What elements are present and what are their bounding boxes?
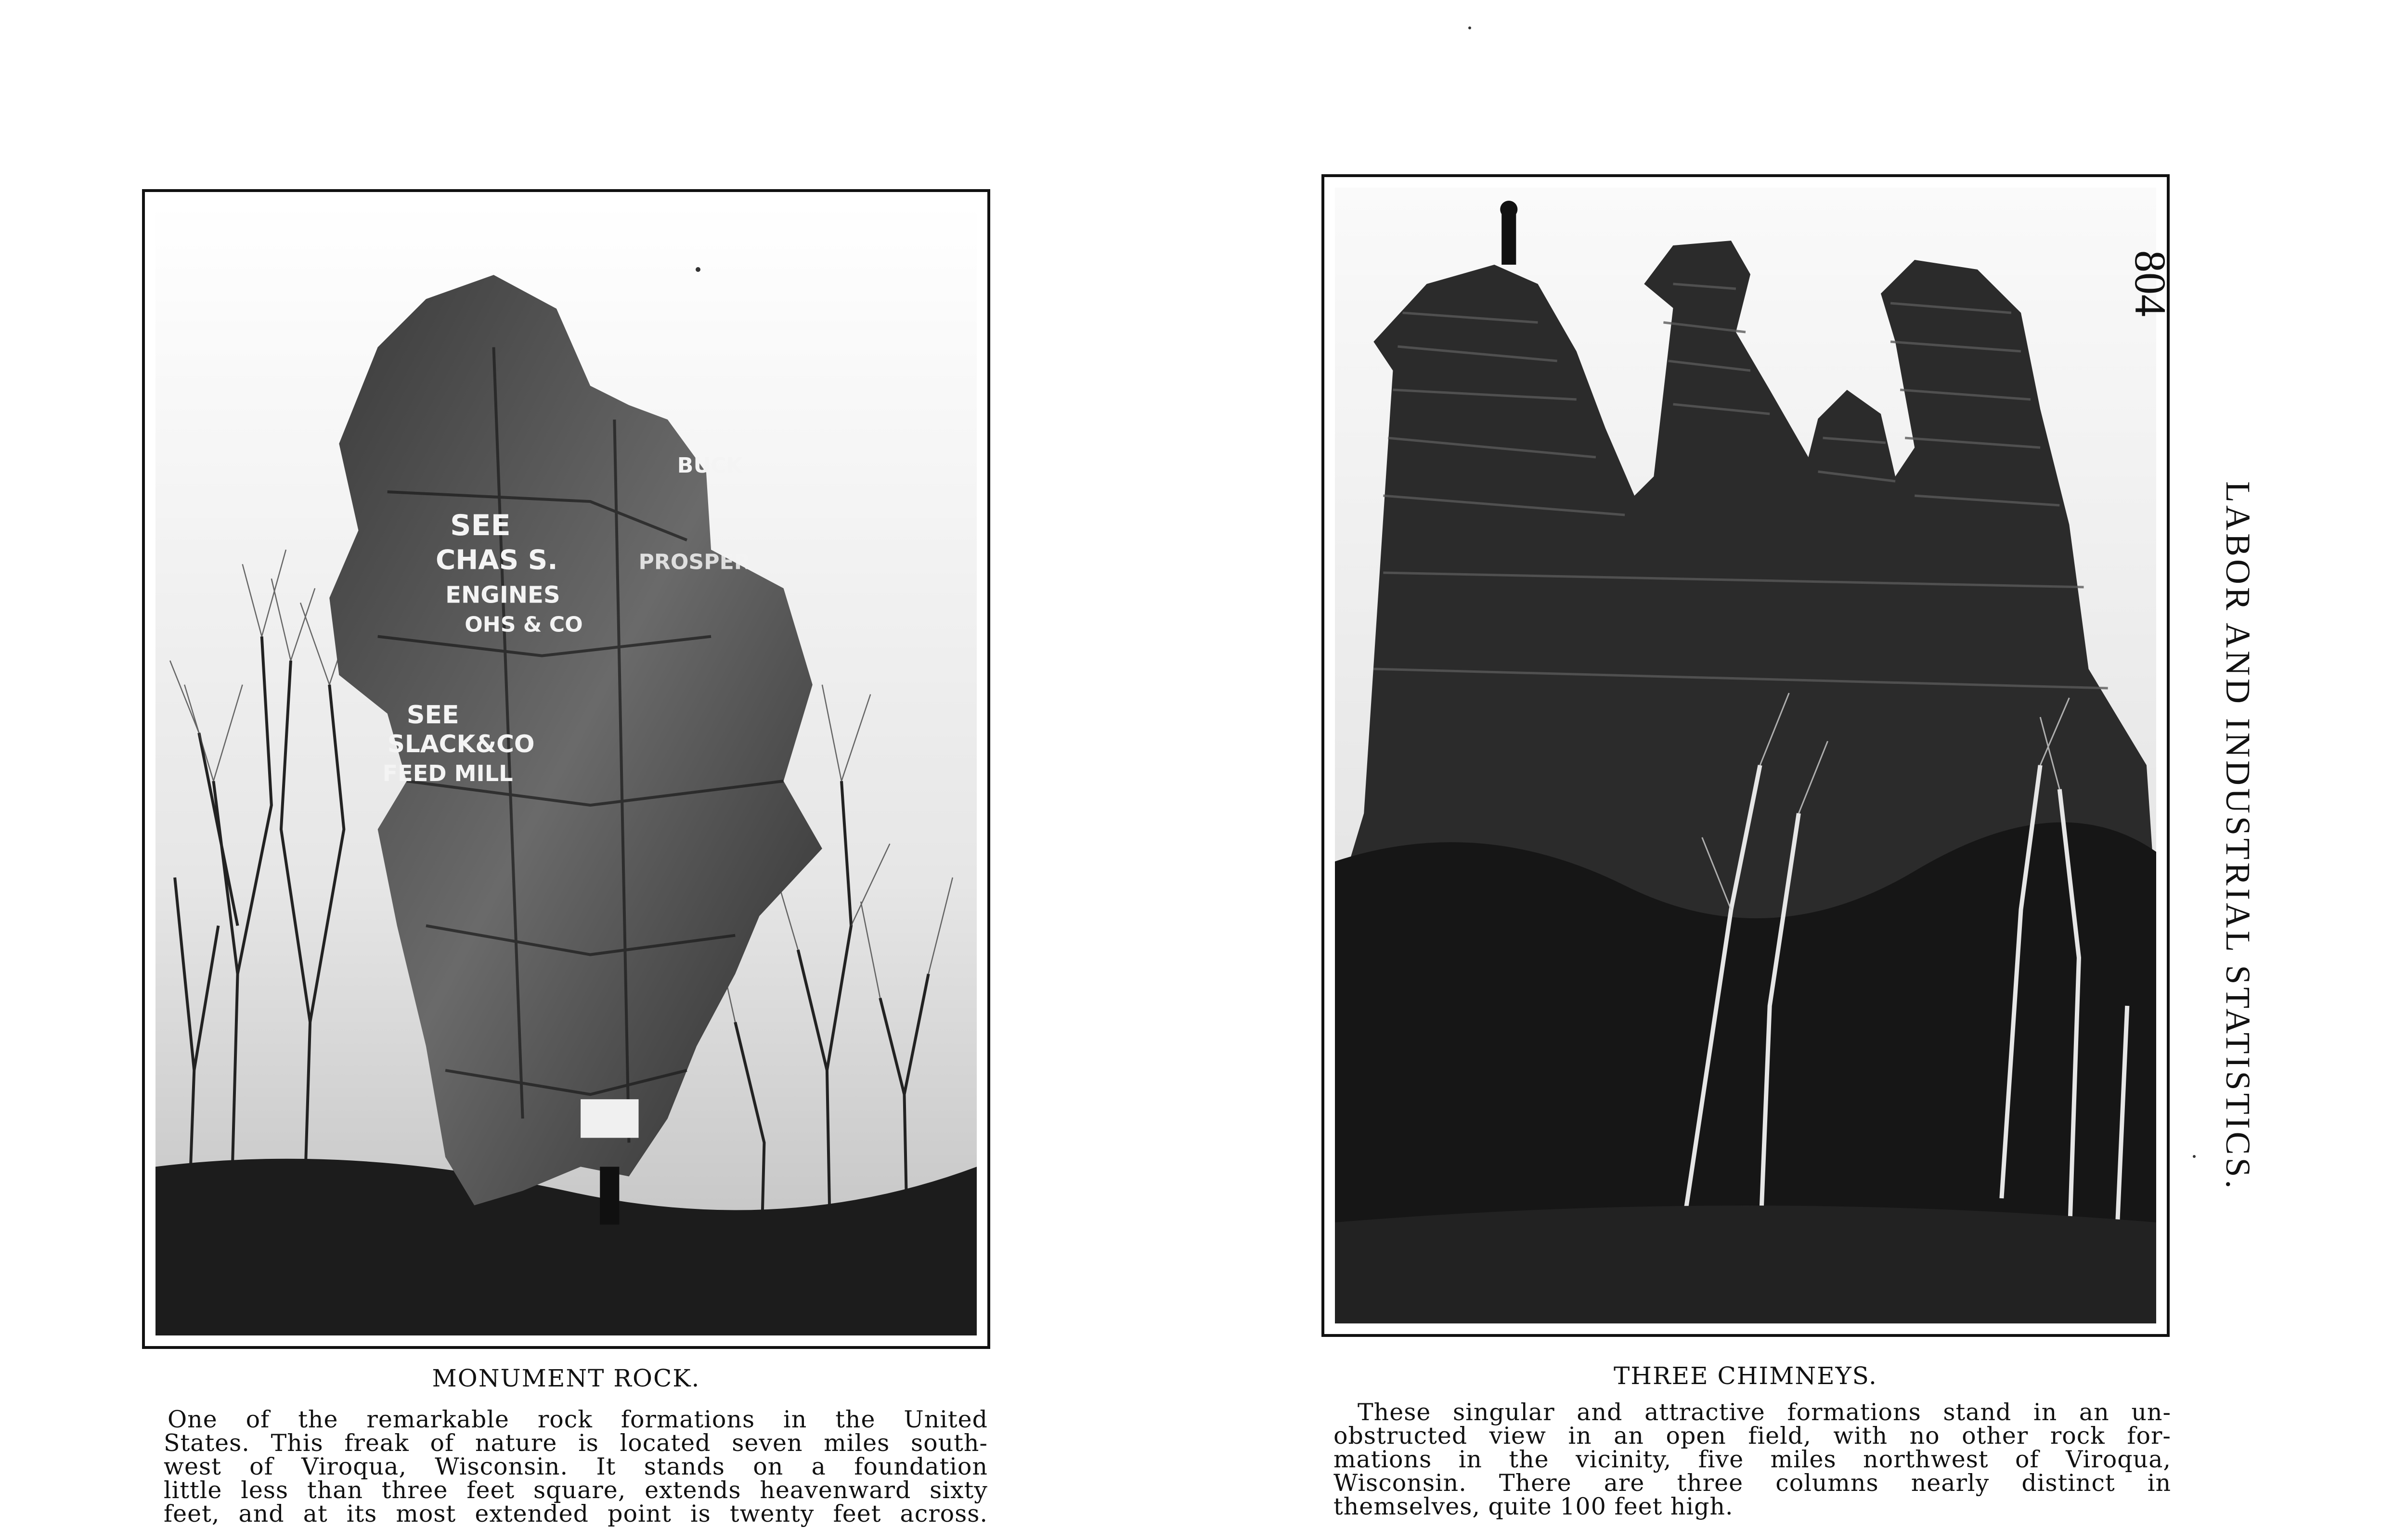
scan-speck bbox=[2193, 1155, 2196, 1158]
scan-speck bbox=[696, 267, 700, 272]
caption-line: feet, and at its most extended point is twenty feet across. bbox=[164, 1500, 988, 1527]
monument-rock-photo bbox=[155, 203, 977, 1335]
caption-line: west of Viroqua, Wisconsin. It stands on a foundation bbox=[164, 1453, 988, 1480]
page-number: 804 bbox=[2126, 250, 2175, 317]
caption-line: obstructed view in an open field, with no other rock for- bbox=[1333, 1422, 2171, 1450]
svg-text:SEE: SEE bbox=[406, 700, 459, 730]
caption-line: Wisconsin. There are three columns nearly distinct in bbox=[1333, 1469, 2171, 1497]
monument-rock-caption-title: MONUMENT ROCK. bbox=[432, 1364, 700, 1392]
svg-text:CHAS S.: CHAS S. bbox=[436, 544, 558, 576]
caption-line: These singular and attractive formations stand in an un- bbox=[1358, 1399, 2171, 1426]
caption-line: States. This freak of nature is located seven miles south- bbox=[164, 1429, 988, 1457]
svg-text:SEE: SEE bbox=[450, 509, 511, 543]
svg-text:FEED MILL: FEED MILL bbox=[382, 760, 513, 787]
caption-line last: themselves, quite 100 feet high. bbox=[1333, 1493, 1734, 1520]
monument-rock-caption bbox=[164, 1408, 988, 1526]
svg-text:ENGINES: ENGINES bbox=[445, 581, 560, 609]
svg-text:SLACK&CO: SLACK&CO bbox=[387, 729, 535, 758]
svg-text:BUCK: BUCK bbox=[677, 453, 743, 478]
svg-text:PROSPER: PROSPER bbox=[638, 550, 751, 575]
monument-rock-photo-frame bbox=[142, 189, 990, 1349]
three-chimneys-caption bbox=[1333, 1400, 2171, 1518]
caption-line: mations in the vicinity, five miles northwest of Viroqua, bbox=[1333, 1446, 2171, 1473]
svg-text:OHS & CO: OHS & CO bbox=[465, 612, 583, 637]
three-chimneys-photo bbox=[1335, 188, 2156, 1323]
three-chimneys-photo-frame bbox=[1321, 174, 2170, 1337]
caption-line: little less than three feet square, extends heavenward sixty bbox=[164, 1476, 988, 1504]
scan-speck bbox=[1468, 26, 1471, 29]
running-head: LABOR AND INDUSTRIAL STATISTICS. bbox=[2219, 481, 2257, 1192]
caption-line: One of the remarkable rock formations in the United bbox=[168, 1406, 988, 1433]
three-chimneys-caption-title: THREE CHIMNEYS. bbox=[1614, 1362, 1877, 1390]
